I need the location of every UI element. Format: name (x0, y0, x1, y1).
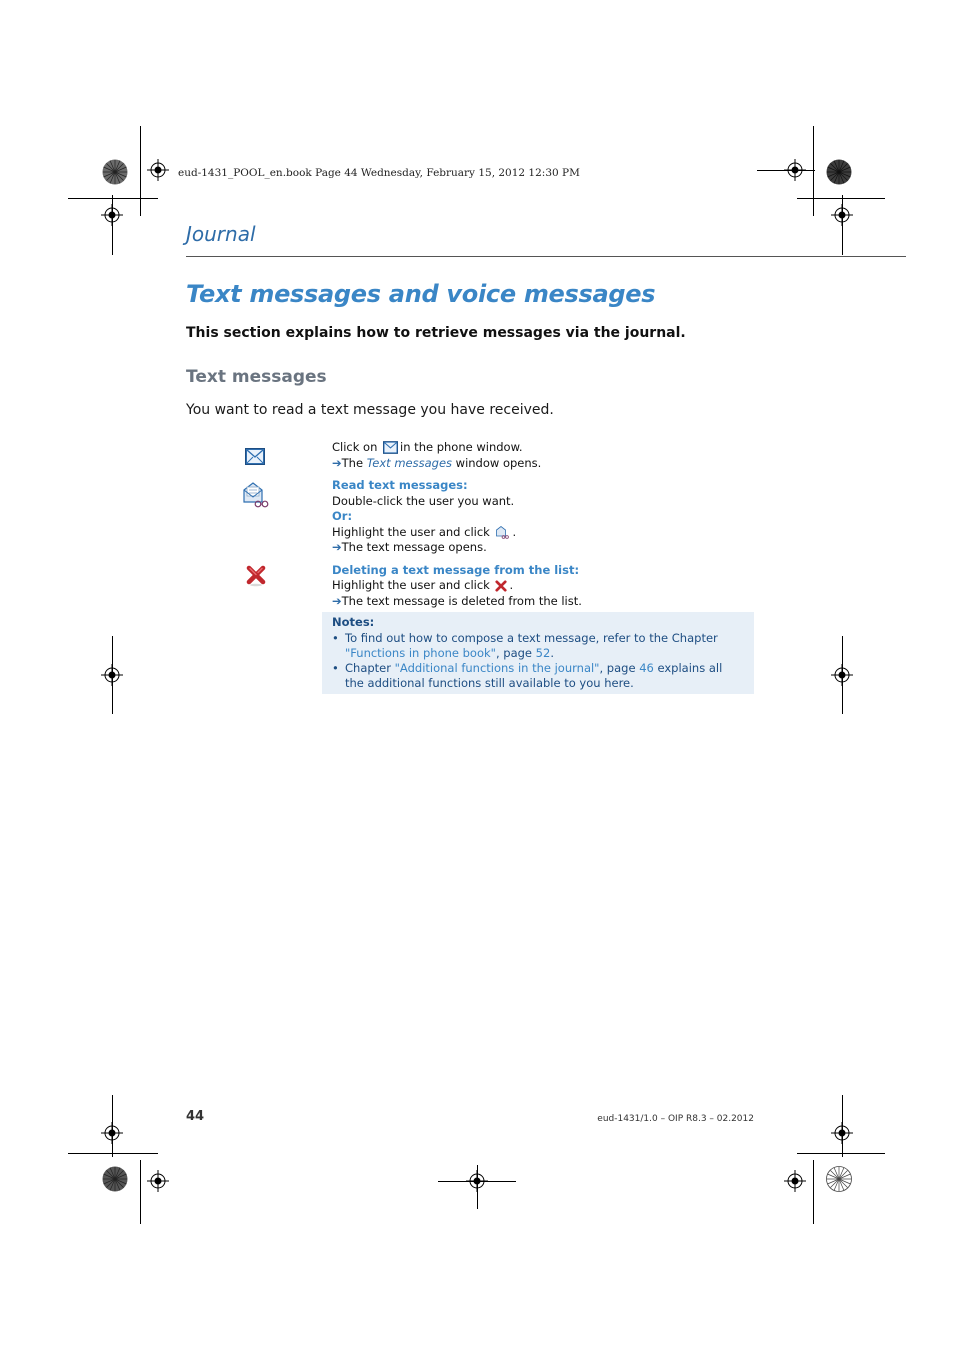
intro-paragraph: You want to read a text message you have received. (186, 402, 554, 418)
registration-mark-icon (101, 1122, 123, 1144)
step-open-messages (332, 440, 762, 471)
step-title: Deleting a text message from the list: (332, 562, 580, 577)
chapter-link[interactable]: "Functions in phone book" (345, 646, 496, 660)
section-title: Journal (186, 222, 256, 246)
step-text: in the phone window. (400, 440, 523, 454)
rosette-mark-icon (102, 1166, 128, 1192)
bullet: • (332, 661, 339, 675)
rosette-mark-icon (102, 159, 128, 185)
step-text: . (509, 578, 514, 592)
read-message-icon (495, 526, 510, 539)
notes-title: Notes: (332, 615, 375, 629)
step-text: Highlight the user and click (332, 524, 490, 539)
chapter-link[interactable]: "Additional functions in the journal" (394, 661, 600, 675)
step-text: Click on (332, 440, 378, 454)
step-text: Highlight the user and click (332, 578, 490, 592)
note-text: , page (599, 661, 636, 675)
registration-mark-icon (831, 664, 853, 686)
step-delete-message (332, 563, 762, 610)
registration-mark-icon (831, 204, 853, 226)
print-header: eud-1431_POOL_en.book Page 44 Wednesday, February 15, 2012 12:30 PM (178, 167, 580, 179)
rosette-mark-icon (826, 1166, 852, 1192)
note-text: , page (495, 646, 533, 660)
window-name: Text messages (366, 455, 453, 470)
registration-mark-icon (101, 204, 123, 226)
page-link[interactable]: 52 (535, 646, 551, 660)
step-text: . (512, 524, 517, 539)
delete-icon (246, 565, 266, 587)
step-text: Double-click the user you want. (332, 493, 515, 508)
page-title: Text messages and voice messages (186, 280, 656, 308)
note-text: To find out how to compose a text message, refer to the Chapter (345, 631, 718, 645)
registration-mark-icon (147, 159, 169, 181)
result-arrow-icon: ➔ (332, 540, 342, 554)
result-text: The text message is deleted from the list. (341, 593, 582, 608)
registration-mark-icon (831, 1122, 853, 1144)
bullet: • (332, 631, 339, 645)
result-arrow-icon: ➔ (332, 593, 342, 608)
envelope-icon (383, 441, 398, 454)
registration-mark-icon (101, 664, 123, 686)
document-reference: eud-1431/1.0 – OIP R8.3 – 02.2012 (597, 1114, 754, 1124)
or-label: Or: (332, 509, 353, 523)
note-item (332, 631, 744, 661)
envelope-icon (245, 448, 265, 465)
registration-mark-icon (784, 1170, 806, 1192)
result-text: The (341, 455, 364, 470)
result-text: window opens. (455, 455, 542, 470)
header-rule (186, 256, 906, 257)
rosette-mark-icon (826, 159, 852, 185)
registration-mark-icon (466, 1170, 488, 1192)
sub-heading: Text messages (186, 367, 327, 387)
note-item (332, 661, 744, 691)
notes-list (332, 631, 744, 691)
note-text: Chapter (345, 661, 391, 675)
read-message-icon (242, 482, 270, 508)
step-read-messages (332, 478, 762, 556)
delete-icon (495, 580, 507, 592)
steps (332, 440, 762, 616)
result-text: The text message opens. (341, 540, 487, 554)
note-text: . (550, 646, 554, 660)
registration-mark-icon (147, 1170, 169, 1192)
page-number: 44 (186, 1109, 205, 1124)
lead-paragraph: This section explains how to retrieve messages via the journal. (186, 325, 686, 341)
result-arrow-icon: ➔ (332, 455, 342, 470)
note-text: explains all the additional functions still available to you here. (345, 661, 723, 690)
notes-box (322, 612, 754, 694)
registration-mark-icon (784, 159, 806, 181)
step-title: Read text messages: (332, 478, 468, 492)
page-link[interactable]: 46 (639, 661, 654, 675)
